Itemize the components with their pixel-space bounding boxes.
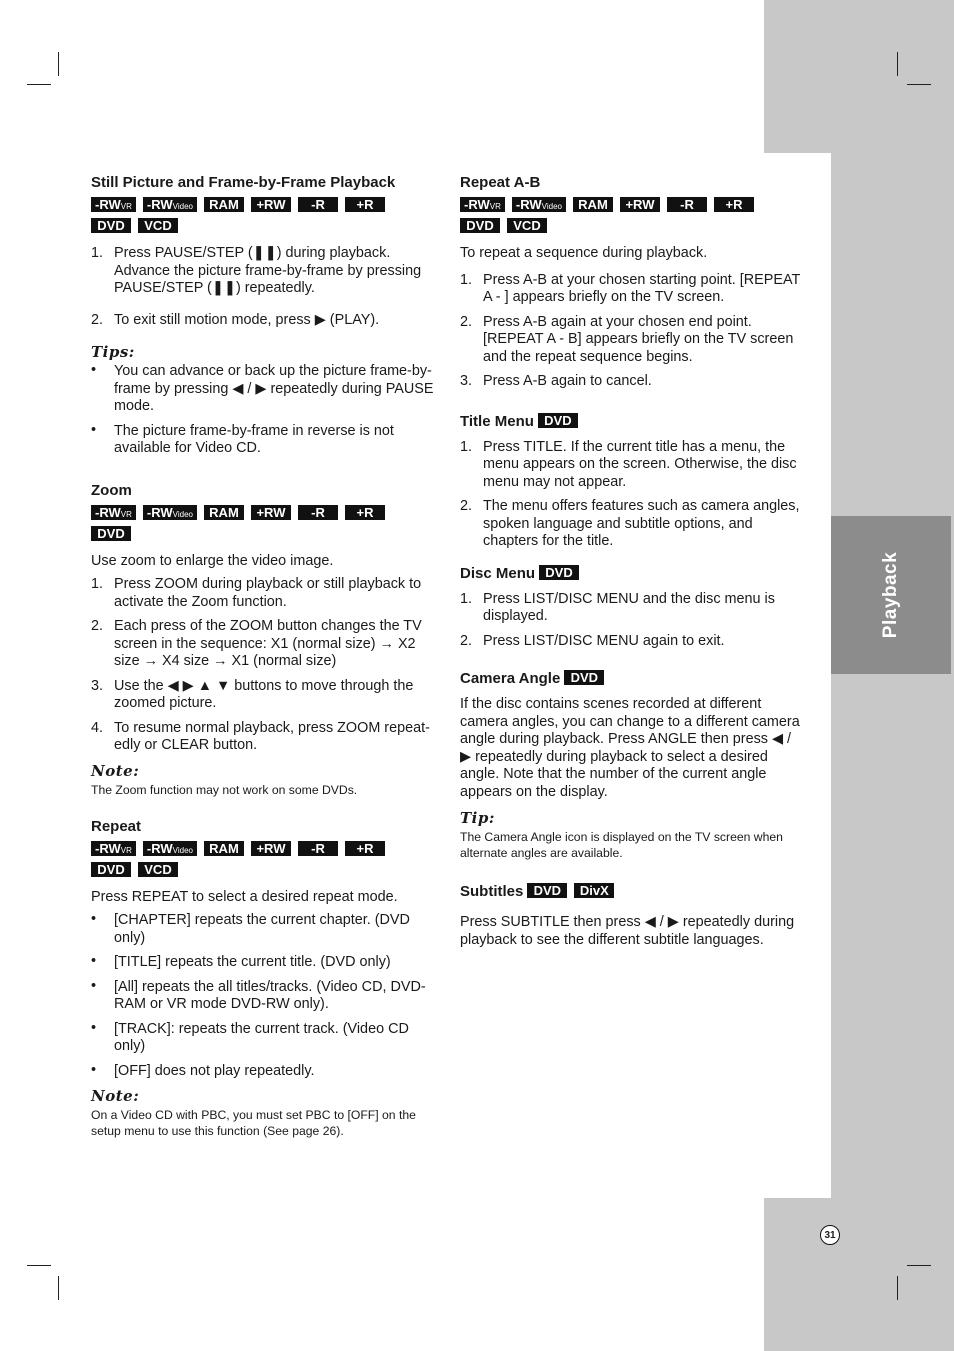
badge-label: -RW: [95, 840, 121, 856]
list-item: [91, 720, 436, 755]
step-number: 1.: [91, 576, 104, 592]
list-item: [460, 314, 805, 367]
item-text: [All] repeats the all titles/tracks. (Video CD, DVD-RAM or VR mode DVD-RW only).: [114, 978, 426, 1012]
disc-badges: [460, 197, 790, 239]
note-heading: Note:: [91, 761, 140, 780]
step-number: 1.: [460, 438, 473, 455]
badge-minus-r: -R: [298, 841, 338, 856]
bullet: •: [91, 1061, 97, 1078]
step-text: The menu offers features such as camera angles, spoken language and subtitle options, and chapters for the title.: [483, 498, 800, 549]
right-column: [460, 174, 805, 969]
disc-badges: [91, 505, 421, 547]
crop-mark: [27, 84, 51, 85]
badge-dvd: DVD: [538, 413, 578, 428]
list-item: [460, 633, 805, 651]
badge-minus-r: -R: [298, 197, 338, 212]
disc-badges: [91, 197, 421, 239]
section-tab-label: Playback: [880, 551, 901, 639]
list-item: [91, 912, 436, 947]
badge-suffix: Video: [172, 202, 193, 211]
step-text: Press ZOOM during playback or still playback to activate the Zoom function.: [114, 576, 422, 610]
badge-suffix: Video: [172, 509, 193, 519]
tip-text: You can advance or back up the picture frame-by-frame by pressing ◀ / ▶ repeatedly during PAUSE mode.: [114, 363, 434, 414]
bullet: •: [91, 977, 97, 994]
section-title: [460, 670, 805, 691]
disc-menu-section: [460, 565, 805, 651]
crop-mark: [907, 84, 931, 85]
list-item: [91, 1063, 436, 1081]
step-number: 2.: [460, 632, 473, 649]
badge-minus-r: -R: [667, 197, 707, 212]
badge-rw-video: [143, 841, 197, 856]
steps-list: [460, 591, 805, 651]
step-number: 4.: [91, 719, 104, 736]
badge-label: -RW: [146, 840, 173, 856]
badge-plus-r: +R: [345, 841, 385, 856]
badge-plus-rw: +RW: [620, 197, 660, 212]
badge-ram: RAM: [204, 197, 244, 212]
margin-band-top: [764, 0, 954, 153]
tip-text: The picture frame-by-frame in reverse is not available for Video CD.: [114, 422, 394, 456]
steps-list: [460, 272, 805, 391]
step-text: Press PAUSE/STEP (❚❚) during playback. Advance the picture frame-by-frame by pressing PAUSE/STEP (❚❚) repeatedly.: [114, 245, 422, 296]
tip-text: The Camera Angle icon is displayed on the TV screen when alternate angles are available.: [460, 830, 783, 860]
step-text: Press A-B again to cancel.: [483, 373, 652, 389]
crop-mark: [897, 1276, 898, 1300]
crop-mark: [897, 52, 898, 76]
section-title-text: Subtitles: [460, 883, 524, 900]
list-item: [91, 678, 436, 713]
camera-angle-section: [460, 670, 805, 861]
margin-band-bottom: [764, 1198, 954, 1351]
badge-plus-rw: +RW: [251, 505, 291, 520]
subtitles-section: [460, 883, 805, 949]
badge-dvd: DVD: [527, 883, 567, 898]
step-text: Press A-B at your chosen starting point. [REPEAT A - ] appears briefly on the TV screen.: [483, 271, 801, 305]
section-intro: Use zoom to enlarge the video image.: [91, 552, 334, 569]
badge-suffix: Video: [541, 202, 562, 211]
left-column: [91, 174, 436, 1159]
badge-divx: DivX: [574, 883, 614, 898]
badge-rw-vr: [91, 197, 136, 212]
item-text: [TRACK]: repeats the current track. (Video CD only): [114, 1020, 409, 1054]
badge-plus-r: +R: [345, 505, 385, 520]
note-heading: Note:: [91, 1087, 140, 1105]
badge-label: -RW: [464, 197, 490, 212]
list-item: [91, 979, 436, 1014]
section-title: Still Picture and Frame-by-Frame Playback: [91, 174, 396, 191]
section-title: Repeat: [91, 817, 142, 835]
bullet: •: [91, 362, 97, 378]
step-text: Press TITLE. If the current title has a menu, the menu appears on the screen. Otherwise, the disc menu may not appear.: [483, 438, 797, 490]
crop-mark: [58, 1276, 59, 1300]
step-number: 1.: [460, 590, 473, 607]
step-number: 2.: [460, 498, 473, 514]
list-item: [91, 363, 436, 416]
badge-suffix: VR: [489, 202, 501, 211]
badge-plus-rw: +RW: [251, 197, 291, 212]
list-item: [91, 618, 436, 671]
step-number: 2.: [91, 618, 104, 634]
badge-vcd: VCD: [507, 218, 547, 233]
item-text: [OFF] does not play repeatedly.: [114, 1062, 315, 1079]
repeat-modes-list: [91, 912, 436, 1080]
badge-ram: RAM: [204, 505, 244, 520]
note-text: On a Video CD with PBC, you must set PBC to [OFF] on the setup menu to use this function (See page 26).: [91, 1108, 416, 1138]
bullet: •: [91, 911, 97, 927]
list-item: [460, 272, 805, 307]
disc-badges: [91, 841, 421, 883]
item-text: [TITLE] repeats the current title. (DVD only): [114, 954, 391, 970]
note-text: The Zoom function may not work on some DVDs.: [91, 782, 358, 797]
badge-vcd: VCD: [138, 862, 178, 877]
crop-mark: [27, 1265, 51, 1266]
list-item: [91, 1021, 436, 1056]
bullet: •: [91, 1019, 97, 1036]
section-title: [460, 413, 805, 434]
list-item: [91, 576, 436, 611]
list-item: [91, 245, 436, 298]
badge-label: -RW: [515, 197, 542, 212]
badge-rw-vr: [91, 841, 136, 856]
list-item: [460, 591, 805, 626]
badge-dvd: DVD: [91, 526, 131, 541]
badge-dvd: DVD: [91, 862, 131, 877]
section-title: [460, 565, 805, 586]
badge-suffix: VR: [120, 509, 132, 519]
step-number: 3.: [91, 677, 104, 694]
badge-suffix: VR: [120, 845, 132, 855]
section-title-text: Title Menu: [460, 412, 534, 430]
step-text: Use the ◀ ▶ ▲ ▼ buttons to move through the zoomed picture.: [114, 677, 414, 711]
list-item: [91, 423, 436, 458]
step-text: To resume normal playback, press ZOOM repeat-edly or CLEAR button.: [114, 719, 430, 753]
list-item: [91, 312, 436, 330]
badge-vcd: VCD: [138, 218, 178, 233]
badge-rw-vr: [460, 197, 505, 212]
badge-plus-r: +R: [345, 197, 385, 212]
crop-mark: [907, 1265, 931, 1266]
section-intro: To repeat a sequence during playback.: [460, 245, 708, 261]
step-text: Press LIST/DISC MENU again to exit.: [483, 632, 725, 649]
steps-list: [91, 245, 436, 329]
step-text: Press LIST/DISC MENU and the disc menu is displayed.: [483, 590, 775, 624]
step-number: 3.: [460, 373, 473, 389]
badge-suffix: Video: [172, 845, 193, 855]
badge-rw-video: [143, 197, 197, 212]
tips-list: [91, 363, 436, 458]
section-intro: Press REPEAT to select a desired repeat mode.: [91, 888, 398, 905]
list-item: [460, 373, 805, 391]
section-title: Zoom: [91, 481, 132, 499]
section-body: Press SUBTITLE then press ◀ / ▶ repeatedly during playback to see the different subtitle languages.: [460, 914, 795, 948]
title-menu-section: [460, 413, 805, 551]
tips-heading: Tips:: [91, 343, 135, 361]
badge-plus-rw: +RW: [251, 841, 291, 856]
step-text: To exit still motion mode, press ▶ (PLAY).: [114, 311, 380, 328]
badge-rw-vr: [91, 505, 136, 520]
step-number: 2.: [460, 313, 473, 330]
step-number: 1.: [91, 245, 104, 261]
badge-suffix: VR: [120, 202, 132, 211]
bullet: •: [91, 421, 97, 438]
badge-dvd: DVD: [91, 218, 131, 233]
list-item: [460, 498, 805, 551]
badge-rw-video: [143, 505, 197, 520]
badge-dvd: DVD: [460, 218, 500, 233]
steps-list: [91, 576, 436, 755]
badge-ram: RAM: [573, 197, 613, 212]
badge-minus-r: -R: [298, 505, 338, 520]
page-number: 31: [820, 1225, 840, 1245]
step-number: 2.: [91, 311, 104, 328]
badge-label: -RW: [95, 197, 121, 212]
badge-dvd: DVD: [564, 670, 604, 685]
badge-plus-r: +R: [714, 197, 754, 212]
repeat-ab-section: [460, 174, 805, 391]
section-title-text: Disc Menu: [460, 564, 536, 582]
section-title-text: Camera Angle: [460, 670, 561, 687]
list-item: [460, 439, 805, 492]
step-text: Press A-B again at your chosen end point. [REPEAT A - B] appears briefly on the TV screen and the repeat sequence begins.: [483, 313, 794, 365]
tip-heading: Tip:: [460, 809, 495, 827]
badge-rw-video: [512, 197, 566, 212]
badge-label: -RW: [95, 504, 121, 520]
section-title: Repeat A-B: [460, 174, 541, 191]
list-item: [91, 954, 436, 972]
section-tab: [831, 516, 951, 674]
still-picture-section: [91, 174, 436, 458]
steps-list: [460, 439, 805, 551]
step-number: 1.: [460, 271, 473, 288]
bullet: •: [91, 953, 97, 969]
item-text: [CHAPTER] repeats the current chapter. (DVD only): [114, 912, 410, 946]
section-title: [460, 883, 805, 904]
badge-ram: RAM: [204, 841, 244, 856]
step-text: Each press of the ZOOM button changes the TV screen in the sequence: X1 (normal size) → X2 size → X4 size → X1 (normal size): [114, 618, 422, 669]
margin-band-right: [831, 153, 954, 1198]
repeat-section: [91, 818, 436, 1140]
crop-mark: [58, 52, 59, 76]
section-body: If the disc contains scenes recorded at different camera angles, you can change to a different camera angle during playback. Press ANGLE then press ◀ / ▶ repeatedly during playback to select a desired angle. Note that the number of the current angle appears on the display.: [460, 696, 800, 800]
zoom-section: [91, 482, 436, 798]
badge-dvd: DVD: [539, 565, 579, 580]
badge-label: -RW: [146, 504, 173, 520]
badge-label: -RW: [146, 197, 173, 212]
